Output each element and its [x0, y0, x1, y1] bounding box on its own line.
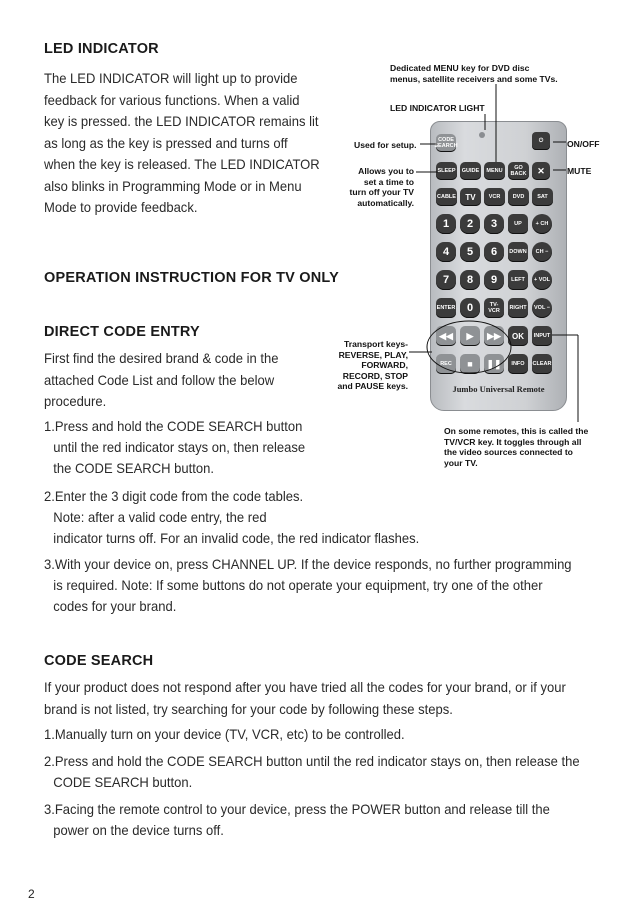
- dvd-key[interactable]: DVD: [508, 188, 529, 206]
- text-line: REVERSE, PLAY,: [338, 349, 408, 360]
- text-line: when the key is released. The LED INDICATOR: [44, 156, 320, 172]
- callout-mute: MUTE: [567, 166, 592, 176]
- code-search-key[interactable]: CODE SEARCH: [436, 134, 456, 152]
- text-line: and PAUSE keys.: [337, 381, 408, 391]
- text-line: Transport keys-: [344, 339, 408, 349]
- codesearch-heading: CODE SEARCH: [44, 653, 154, 669]
- digit-4-key[interactable]: 4: [436, 242, 456, 262]
- callout-led-light: LED INDICATOR LIGHT: [390, 103, 485, 113]
- channel-up-key[interactable]: + CH: [532, 214, 552, 234]
- channel-down-key[interactable]: CH −: [532, 242, 552, 262]
- callout-onoff: ON/OFF: [567, 139, 600, 149]
- remote-brand-label: Jumbo Universal Remote: [452, 384, 545, 394]
- text-line: the video sources connected to: [444, 447, 573, 457]
- volume-down-key[interactable]: VOL −: [532, 298, 552, 318]
- sat-key[interactable]: SAT: [532, 188, 553, 206]
- text-line: 3.With your device on, press CHANNEL UP. If the device responds, no further programming: [44, 556, 572, 572]
- led-heading: LED INDICATOR: [44, 41, 159, 57]
- page-number: 2: [28, 887, 35, 901]
- digit-8-key[interactable]: 8: [460, 270, 480, 290]
- volume-up-key[interactable]: + VOL: [532, 270, 552, 290]
- text-line: FORWARD,: [361, 360, 408, 370]
- digit-3-key[interactable]: 3: [484, 214, 504, 234]
- tv-vcr-key[interactable]: TV-VCR: [484, 298, 504, 318]
- text-line: the CODE SEARCH button.: [53, 460, 214, 476]
- vcr-key[interactable]: VCR: [484, 188, 505, 206]
- text-line: 1.Press and hold the CODE SEARCH button: [44, 418, 303, 434]
- power-icon[interactable]: ⏻: [532, 132, 550, 150]
- down-key[interactable]: DOWN: [508, 242, 528, 262]
- input-key[interactable]: INPUT: [532, 326, 552, 346]
- text-line: feedback for various functions. When a valid: [44, 91, 300, 108]
- text-line: automatically.: [357, 197, 414, 208]
- up-key[interactable]: UP: [508, 214, 528, 234]
- text-line: Allows you to: [358, 166, 414, 176]
- digit-0-key[interactable]: 0: [460, 298, 480, 318]
- stop-icon[interactable]: ■: [460, 354, 480, 374]
- digit-9-key[interactable]: 9: [484, 270, 504, 290]
- text-line: TV/VCR key. It toggles through all: [444, 436, 582, 447]
- text-line: 2.Enter the 3 digit code from the code tables.: [44, 488, 304, 504]
- left-key[interactable]: LEFT: [508, 270, 528, 290]
- text-line: Dedicated MENU key for DVD disc: [390, 63, 530, 73]
- digit-5-key[interactable]: 5: [460, 242, 480, 262]
- text-line: also blinks in Programming Mode or in Menu: [44, 177, 302, 194]
- text-line: Note: after a valid code entry, the red: [53, 509, 267, 525]
- text-line: set a time to: [363, 176, 414, 187]
- text-line: If your product does not respond after you have tried all the codes for your brand, or if your: [44, 679, 566, 695]
- text-line: 1.Manually turn on your device (TV, VCR, etc) to be controlled.: [44, 726, 405, 742]
- tv-key[interactable]: TV: [460, 188, 481, 206]
- fast-forward-icon[interactable]: ▶▶: [484, 326, 504, 346]
- text-line: until the red indicator stays on, then release: [53, 439, 306, 455]
- text-line: procedure.: [44, 393, 107, 409]
- right-key[interactable]: RIGHT: [508, 298, 528, 318]
- text-line: CODE SEARCH button.: [53, 774, 193, 790]
- ok-key[interactable]: OK: [508, 326, 528, 346]
- text-line: your TV.: [444, 457, 478, 468]
- sleep-key[interactable]: SLEEP: [436, 162, 457, 180]
- cable-key[interactable]: CABLE: [436, 188, 457, 206]
- transport-circle: [427, 321, 511, 373]
- digit-2-key[interactable]: 2: [460, 214, 480, 234]
- text-line: as long as the key is pressed and turns off: [44, 134, 288, 151]
- text-line: key is pressed. the LED INDICATOR remains lit: [44, 113, 319, 129]
- text-line: 2.Press and hold the CODE SEARCH button until the red indicator stays on, then release the: [44, 753, 580, 769]
- text-line: indicator turns off. For an invalid code, the red indicator flashes.: [53, 530, 420, 546]
- text-line: power on the device turns off.: [53, 822, 224, 838]
- text-line: brand is not listed, try searching for your code by following these steps.: [44, 700, 453, 717]
- text-line: On some remotes, this is called the: [444, 426, 589, 436]
- text-line: codes for your brand.: [53, 598, 177, 614]
- callout-setup: Used for setup.: [354, 140, 417, 150]
- text-line: First find the desired brand & code in the: [44, 350, 279, 366]
- go-back-key[interactable]: GO BACK: [508, 162, 529, 180]
- mute-icon[interactable]: ✕: [532, 162, 550, 180]
- clear-key[interactable]: CLEAR: [532, 354, 552, 374]
- text-line: 3.Facing the remote control to your device, press the POWER button and release till the: [44, 801, 550, 817]
- text-line: RECORD, STOP: [342, 370, 408, 381]
- text-line: Mode to provide feedback.: [44, 199, 198, 215]
- text-line: The LED INDICATOR will light up to provide: [44, 70, 298, 86]
- enter-key[interactable]: ENTER: [436, 298, 456, 318]
- text-line: attached Code List and follow the below: [44, 371, 275, 388]
- digit-6-key[interactable]: 6: [484, 242, 504, 262]
- text-line: menus, satellite receivers and some TVs.: [390, 73, 558, 84]
- rec-key[interactable]: REC: [436, 354, 456, 374]
- direct-heading: DIRECT CODE ENTRY: [44, 324, 200, 340]
- pause-icon[interactable]: ❚❚: [484, 354, 504, 374]
- text-line: is required. Note: If some buttons do not operate your equipment, try one of the other: [53, 577, 543, 593]
- menu-key[interactable]: MENU: [484, 162, 505, 180]
- guide-key[interactable]: GUIDE: [460, 162, 481, 180]
- rewind-icon[interactable]: ◀◀: [436, 326, 456, 346]
- play-icon[interactable]: ▶: [460, 326, 480, 346]
- text-line: turn off your TV: [349, 187, 414, 197]
- digit-7-key[interactable]: 7: [436, 270, 456, 290]
- info-key[interactable]: INFO: [508, 354, 528, 374]
- digit-1-key[interactable]: 1: [436, 214, 456, 234]
- operation-heading: OPERATION INSTRUCTION FOR TV ONLY: [44, 270, 339, 286]
